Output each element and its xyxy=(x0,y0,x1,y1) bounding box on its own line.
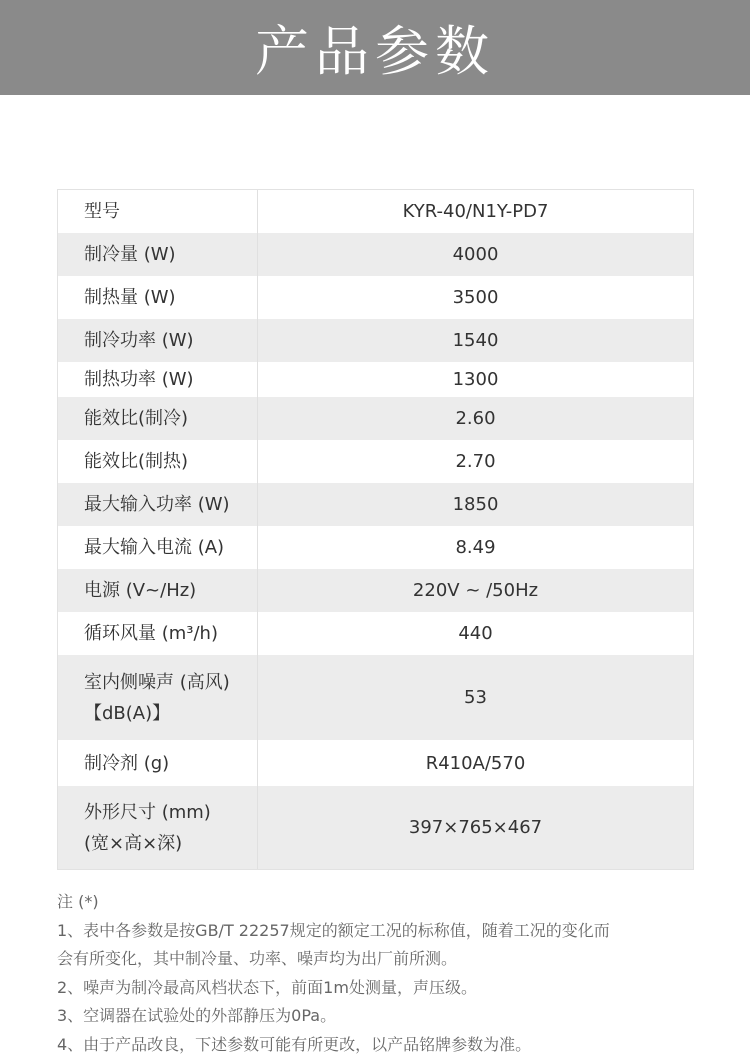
row-value: 8.49 xyxy=(455,537,496,558)
row-label: 外形尺寸 (mm) (宽×高×深) xyxy=(58,786,258,869)
row-value: 53 xyxy=(464,687,487,708)
row-value: 1300 xyxy=(452,369,499,390)
row-value: 4000 xyxy=(452,244,499,265)
note-line: 3、空调器在试验处的外部静压为0Pa。 xyxy=(57,1006,337,1026)
row-label: 最大输入功率 (W) xyxy=(58,483,258,526)
spec-table xyxy=(57,189,694,870)
row-label: 室内侧噪声 (高风) 【dB(A)】 xyxy=(58,655,258,740)
row-value: 2.70 xyxy=(455,451,496,472)
row-value: 1850 xyxy=(452,494,499,515)
table-row xyxy=(58,319,693,362)
table-row xyxy=(58,397,693,440)
notes-section xyxy=(57,888,717,1060)
table-row xyxy=(58,276,693,319)
table-row xyxy=(58,612,693,655)
row-label: 制冷剂 (g) xyxy=(58,740,258,786)
table-row xyxy=(58,786,693,869)
row-label: 制热量 (W) xyxy=(58,276,258,319)
table-row xyxy=(58,569,693,612)
row-label: 制冷量 (W) xyxy=(58,233,258,276)
table-row xyxy=(58,526,693,569)
row-value: 3500 xyxy=(452,287,499,308)
row-value: 2.60 xyxy=(455,408,496,429)
row-label: 制冷功率 (W) xyxy=(58,319,258,362)
notes-title: 注 (*) xyxy=(57,892,99,911)
row-value: 397×765×467 xyxy=(408,817,543,838)
page-header xyxy=(0,0,750,95)
row-value: 220V ~ /50Hz xyxy=(412,580,539,601)
row-value: 1540 xyxy=(452,330,499,351)
table-row xyxy=(58,190,693,233)
row-label: 型号 xyxy=(58,190,258,233)
row-value: 440 xyxy=(458,623,493,644)
table-row xyxy=(58,233,693,276)
row-label: 电源 (V~/Hz) xyxy=(58,569,258,612)
table-row xyxy=(58,483,693,526)
row-label: 循环风量 (m³/h) xyxy=(58,612,258,655)
row-label: 能效比(制热) xyxy=(58,440,258,483)
row-label: 制热功率 (W) xyxy=(58,362,258,397)
row-label: 能效比(制冷) xyxy=(58,397,258,440)
row-value: R410A/570 xyxy=(425,752,526,774)
note-line: 2、噪声为制冷最高风档状态下，前面1m处测量，声压级。 xyxy=(57,977,477,997)
note-line: 4、由于产品改良，下述参数可能有所更改，以产品铭牌参数为准。 xyxy=(57,1034,532,1054)
table-row xyxy=(58,655,693,740)
table-row xyxy=(58,362,693,397)
page-title: 产品参数 xyxy=(255,20,495,83)
row-label: 最大输入电流 (A) xyxy=(58,526,258,569)
table-row xyxy=(58,440,693,483)
table-row xyxy=(58,740,693,786)
note-line: 1、表中各参数是按GB/T 22257规定的额定工况的标称值，随着工况的变化而 xyxy=(57,920,610,940)
note-line: 会有所变化，其中制冷量、功率、噪声均为出厂前所测。 xyxy=(57,949,458,969)
row-value: KYR-40/N1Y-PD7 xyxy=(402,201,549,222)
